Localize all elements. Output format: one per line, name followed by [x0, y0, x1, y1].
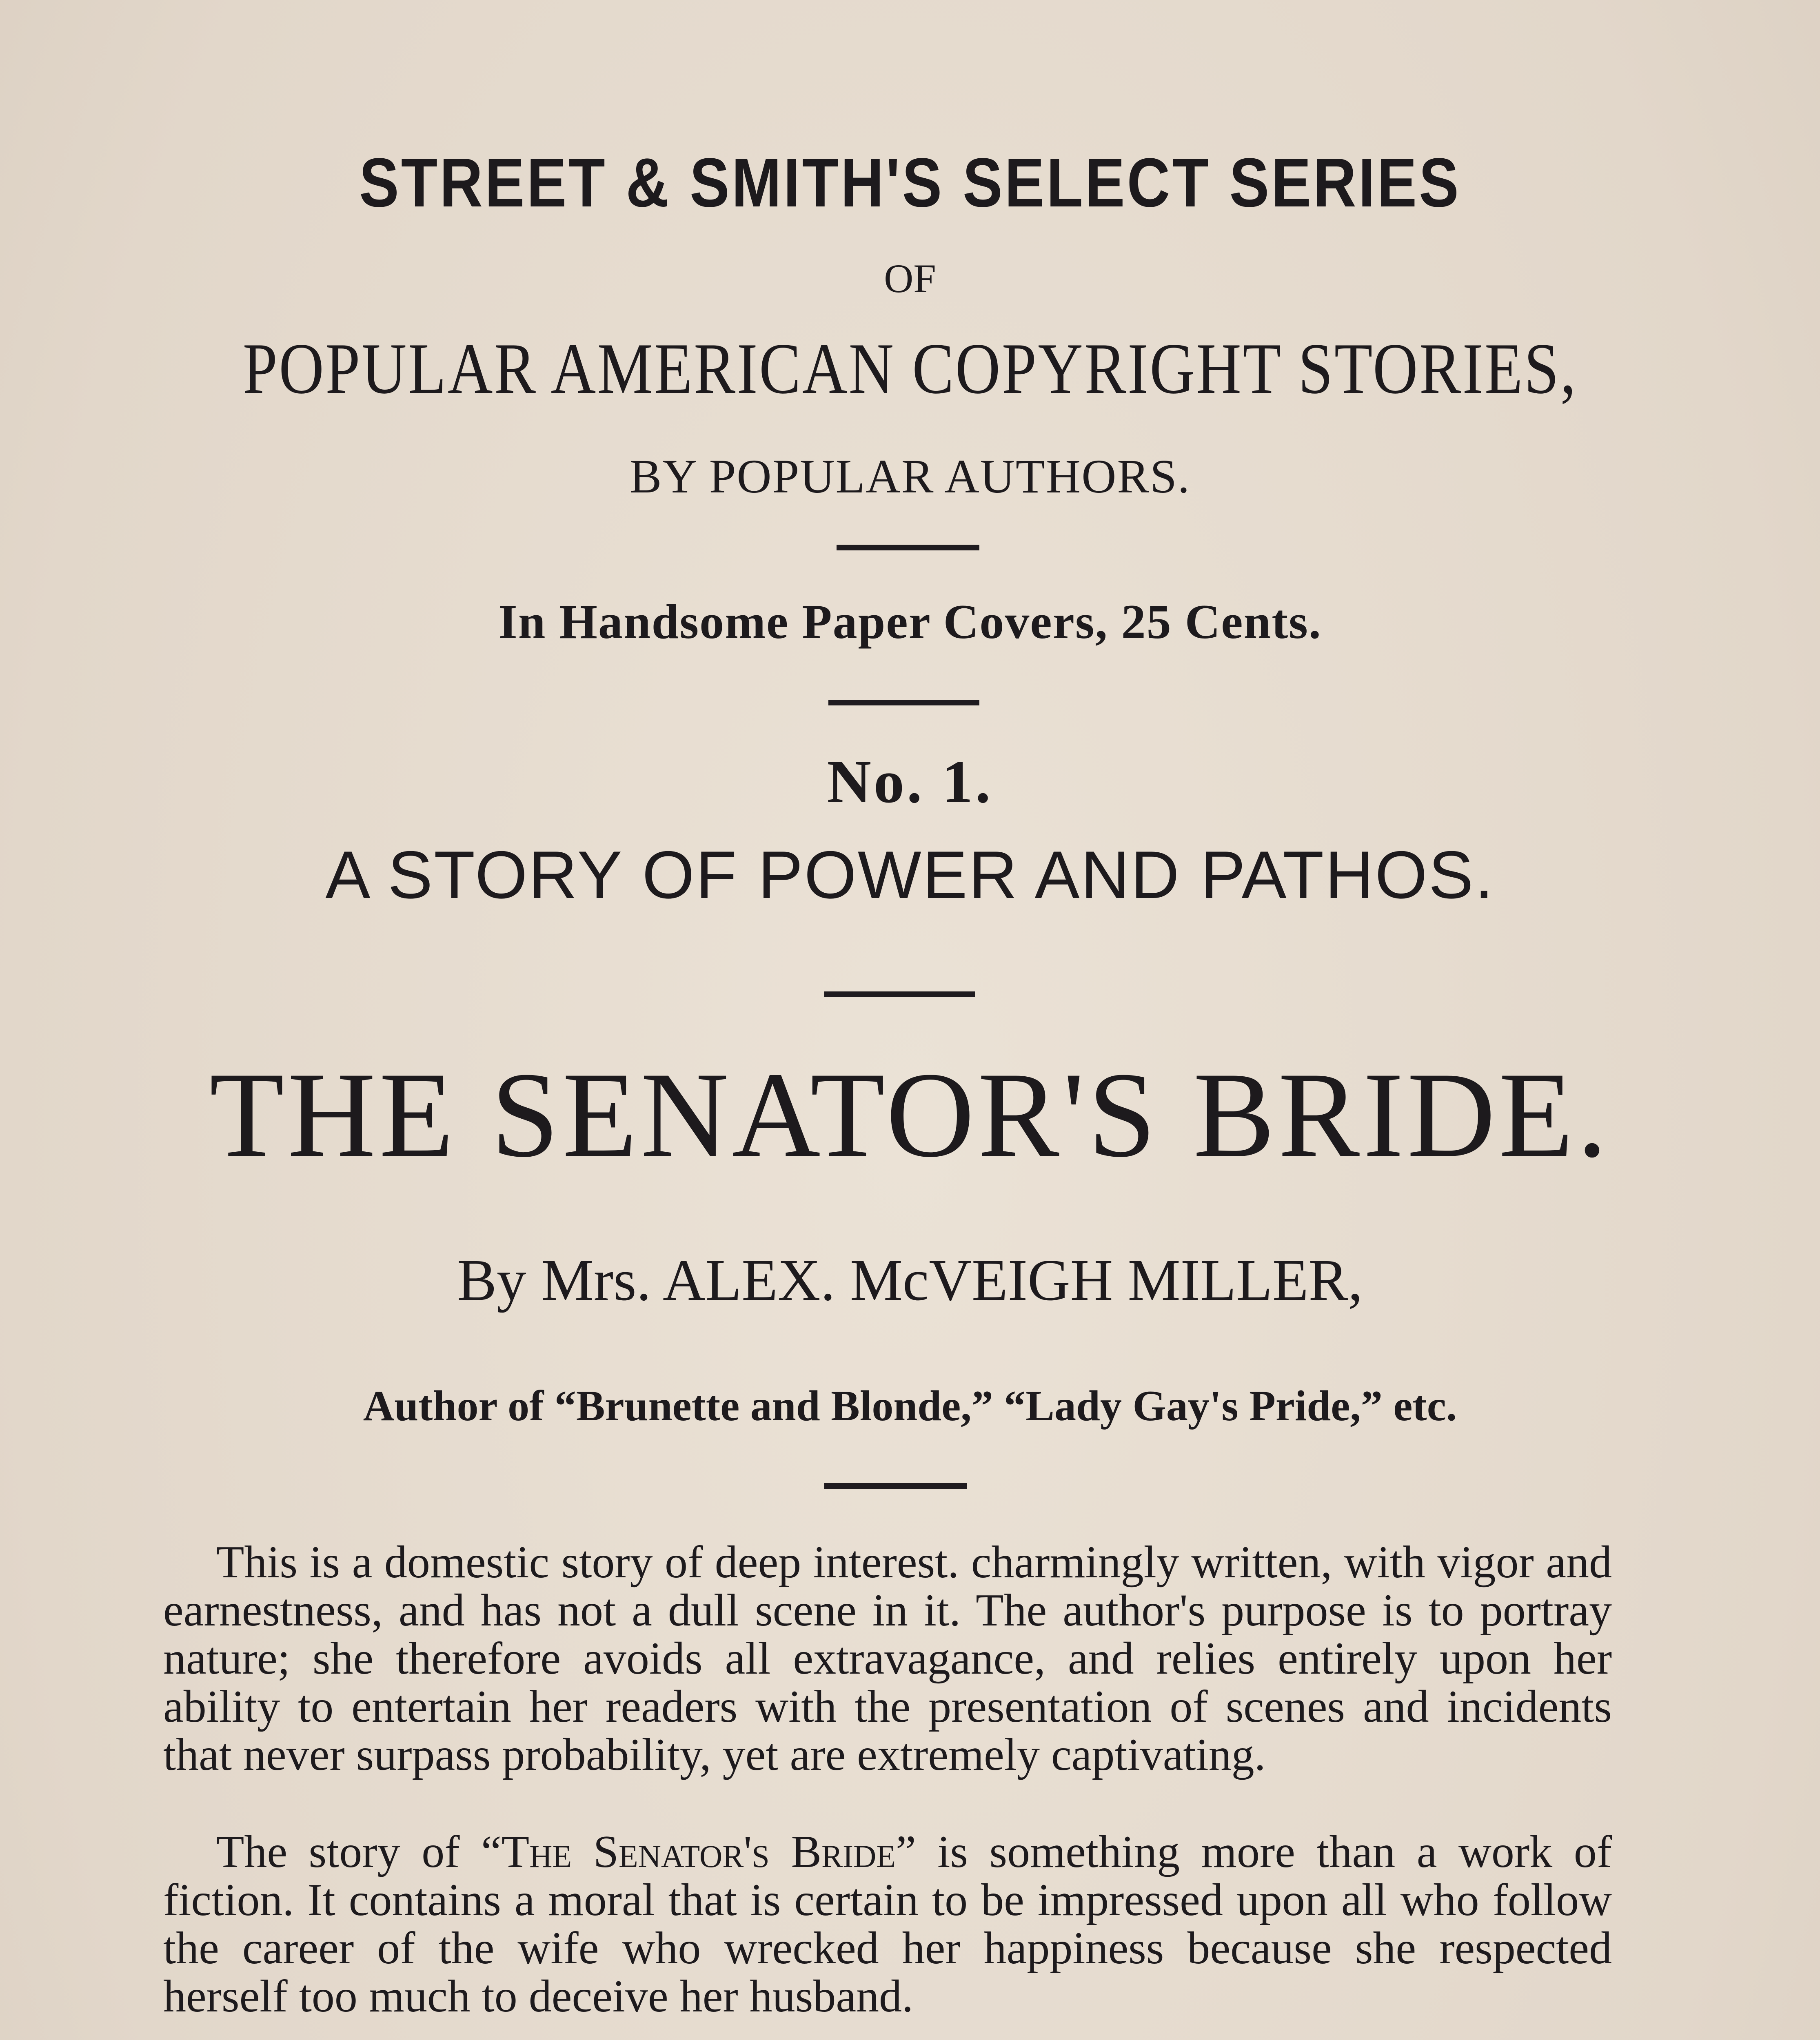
covers-line: In Handsome Paper Covers, 25 Cents.	[498, 594, 1322, 649]
description-paragraph	[163, 1828, 1612, 2020]
book-title-reference: The Senator's Bride	[501, 1827, 896, 1877]
divider	[828, 700, 979, 705]
book-number: No. 1.	[827, 748, 993, 816]
series-heading: STREET & SMITH'S SELECT SERIES	[359, 144, 1461, 222]
author-other-works: Author of “Brunette and Blonde,” “Lady Gay's Pride,” etc.	[363, 1382, 1457, 1430]
book-title: THE SENATOR'S BRIDE.	[209, 1047, 1611, 1182]
description-text: The story of “	[216, 1827, 502, 1877]
divider	[824, 1483, 967, 1489]
divider	[837, 545, 979, 550]
of-line: OF	[884, 256, 936, 301]
by-authors-line: BY POPULAR AUTHORS.	[629, 450, 1191, 503]
collection-heading: POPULAR AMERICAN COPYRIGHT STORIES,	[242, 328, 1578, 409]
book-tagline: A STORY OF POWER AND PATHOS.	[325, 837, 1495, 912]
description-text: ” is something more than a work of fiction. It contains a moral that is certain to be impressed upon all who follow the career of the wife who wrecked her happiness because she respected herself too much to deceive her husband.	[163, 1827, 1612, 2022]
description-paragraph: This is a domestic story of deep interest. charmingly written, with vigor and earnestness, and has not a dull scene in it. The author's purpose is to portray nature; she therefore avoids all extravagance, and relies entirely upon her ability to entertain her readers with the presentation of scenes and incidents that never surpass probability, yet are extremely captivating.	[163, 1537, 1612, 1780]
divider	[824, 991, 975, 997]
author-byline: By Mrs. ALEX. McVEIGH MILLER,	[457, 1248, 1363, 1313]
